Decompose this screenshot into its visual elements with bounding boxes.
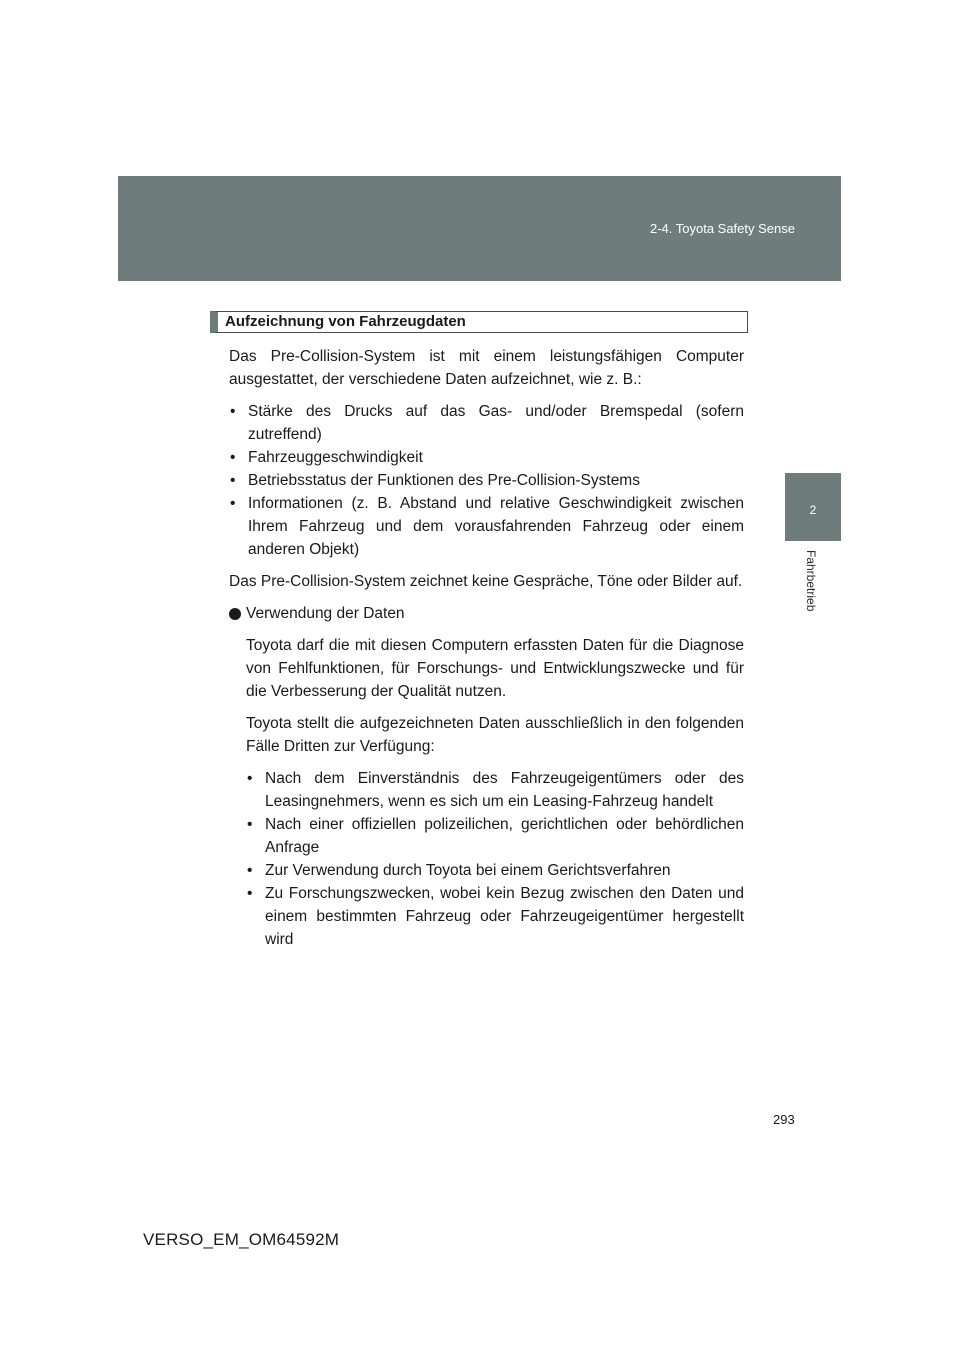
intro-paragraph: Das Pre-Collision-System ist mit einem leistungsfähigen Computer ausgestattet, der verschiedene Daten aufzeichnet, wie z. B.: [229, 348, 744, 388]
chapter-label: Fahrbetrieb [804, 550, 818, 612]
list-item: • Nach einer offiziellen polizeilichen, gerichtlichen oder behördlichen Anfrage [246, 813, 744, 859]
no-audio-paragraph: Das Pre-Collision-System zeichnet keine Gespräche, Töne oder Bilder auf. [229, 573, 743, 590]
recorded-items-list [229, 400, 744, 561]
usage-paragraph: Toyota darf die mit diesen Computern erfassten Daten für die Diagnose von Fehlfunktionen, für Forschungs- und Entwicklungszwecke und für die Verbesserung der Qualität nutzen. [246, 637, 744, 700]
filled-circle-icon [229, 608, 241, 620]
chapter-tab [785, 473, 841, 541]
header-band [118, 176, 841, 281]
section-title: 2-4. Toyota Safety Sense [649, 221, 795, 236]
document-code: VERSO_EM_OM64592M [143, 1230, 340, 1249]
list-item: • Nach dem Einverständnis des Fahrzeugeigentümers oder des Leasingnehmers, wenn es sich um ein Leasing-Fahrzeug handelt [246, 767, 744, 813]
usage-heading [229, 602, 744, 625]
disclosure-cases-list [246, 767, 744, 951]
section-heading: Aufzeichnung von Fahrzeugdaten [210, 311, 748, 333]
main-content [229, 345, 744, 960]
disclosure-paragraph: Toyota stellt die aufgezeichneten Daten ausschließlich in den folgenden Fälle Dritten zur Verfügung: [246, 715, 744, 755]
list-item: • Zu Forschungszwecken, wobei kein Bezug zwischen den Daten und einem bestimmten Fahrzeug oder Fahrzeugeigentümer hergestellt wird [246, 882, 744, 951]
usage-title: Verwendung der Daten [246, 605, 405, 622]
list-item: • Stärke des Drucks auf das Gas- und/oder Bremspedal (sofern zutreffend) [229, 400, 744, 446]
page-number: 293 [773, 1112, 795, 1127]
list-item: • Fahrzeuggeschwindigkeit [229, 446, 744, 469]
list-item: • Betriebsstatus der Funktionen des Pre-Collision-Systems [229, 469, 744, 492]
chapter-number: 2 [809, 503, 817, 517]
list-item: • Informationen (z. B. Abstand und relative Geschwindigkeit zwischen Ihrem Fahrzeug und dem vorausfahrenden Fahrzeug oder einem anderen Objekt) [229, 492, 744, 561]
list-item: • Zur Verwendung durch Toyota bei einem Gerichtsverfahren [246, 859, 744, 882]
usage-section [229, 634, 744, 951]
